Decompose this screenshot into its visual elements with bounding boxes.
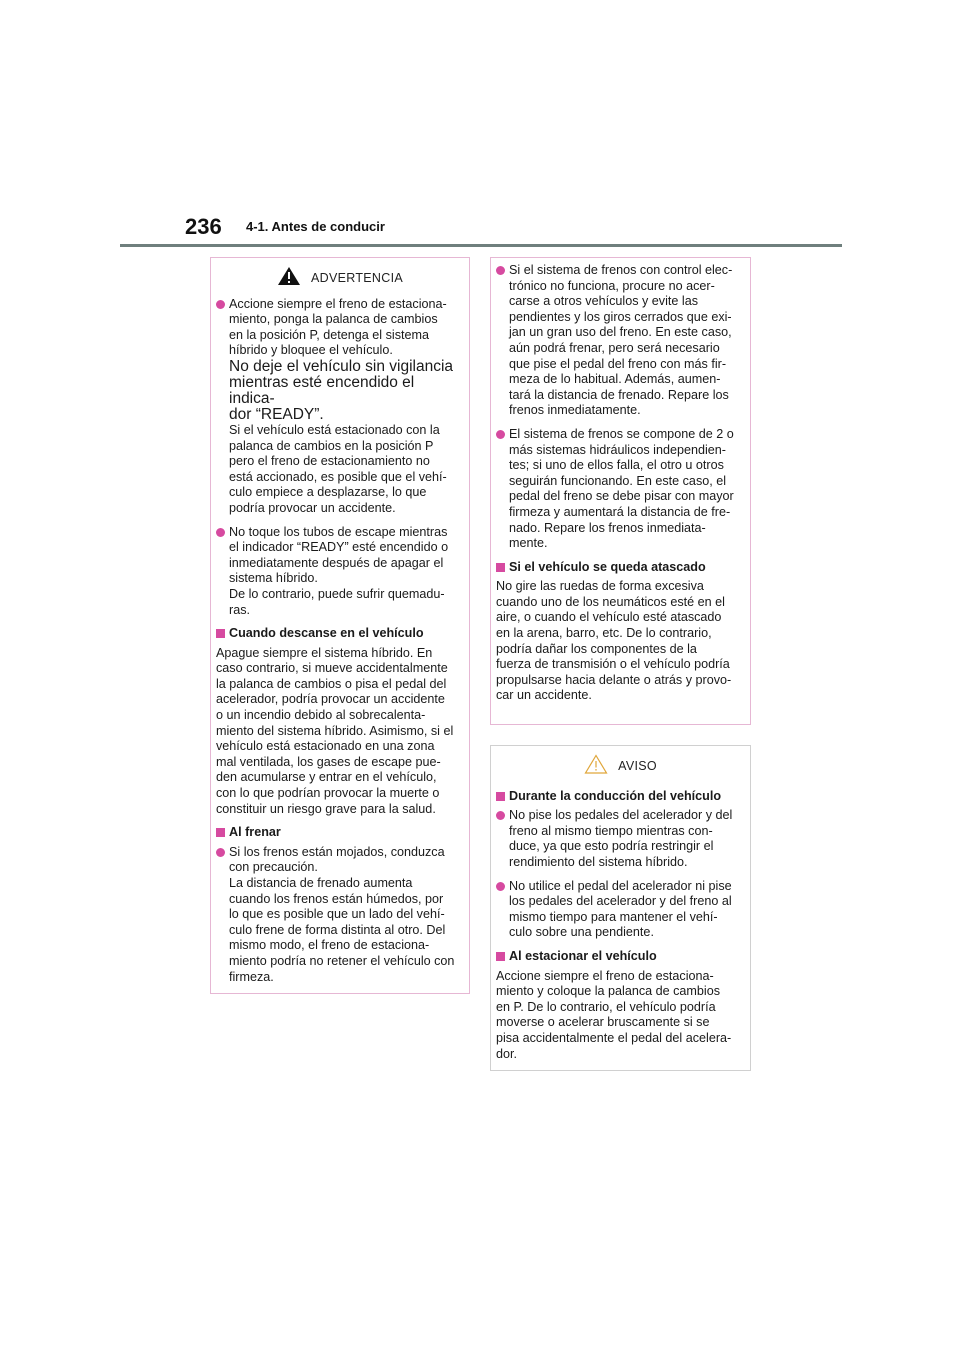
subheading-stuck: Si el vehículo se queda atascado [496, 560, 744, 576]
text-line: pero el freno de estacionamiento no [229, 454, 430, 469]
text-line: aire, o cuando el vehículo esté atascado [496, 610, 722, 625]
text-line: miento podría no retener el vehículo con [229, 953, 455, 968]
text-line: mismo modo, el freno de estaciona- [229, 938, 430, 953]
warning-bullet-parking [216, 297, 463, 517]
text-line: podría provocar un accidente. [229, 500, 396, 515]
text-line: firmeza y aumentará la distancia de fre- [509, 504, 731, 519]
text-line: mente. [509, 536, 548, 551]
subheading-parking: Al estacionar el vehículo [496, 949, 744, 965]
paragraph-rest [216, 646, 463, 818]
text-line: cuando uno de los neumáticos esté en el [496, 594, 725, 609]
text-line: propulsarse hacia delante o atrás y provo- [496, 672, 732, 687]
text-line: tará la distancia de frenado. Repare los [509, 387, 729, 402]
text-line: en P. De lo contrario, el vehículo podría [496, 999, 716, 1014]
text-line: acelerador, podría provocar un accidente [216, 692, 445, 707]
text-line: meza de lo habitual. Además, aumen- [509, 372, 721, 387]
text-line: en la posición P, detenga el sistema [229, 327, 429, 342]
text-line: aún podrá frenar, pero será necesario [509, 340, 720, 355]
text-line: miento y coloque la palanca de cambios [496, 984, 721, 999]
caution-bullet-slope [496, 879, 744, 941]
text-line: jan un gran uso del freno. En este caso, [509, 325, 732, 340]
warning-bullet-ecb [496, 263, 744, 419]
warning-bullet-exhaust [216, 525, 463, 619]
text-line: que pise el pedal del freno con más fir- [509, 356, 727, 371]
text-line: vehículo está estacionado en una zona [216, 739, 435, 754]
warning-bullet-wet-brakes [216, 845, 463, 985]
text-line: Apague siempre el sistema híbrido. En [216, 645, 433, 660]
text-line: Si el sistema de frenos con control elec- [509, 263, 733, 277]
text-line: firmeza. [229, 969, 274, 984]
text-line: duce, ya que esto podría restringir el [509, 839, 714, 854]
text-line: con precaución. [229, 860, 318, 875]
text-line: palanca de cambios en la posición P [229, 438, 434, 453]
text-line: podría dañar los componentes de la [496, 641, 697, 656]
text-line: seguirán funcionando. En este caso, el [509, 473, 727, 488]
warning-box [210, 257, 470, 994]
caution-box [490, 745, 751, 1071]
text-line: ras. [229, 602, 250, 617]
text-line: la palanca de cambios o pisa el pedal del [216, 676, 447, 691]
text-line: fuerza de transmisión o el vehículo podría [496, 657, 730, 672]
header-rule [120, 244, 842, 247]
text-line: car un accidente. [496, 688, 592, 703]
text-line: miento del sistema híbrido. Asimismo, si el [216, 723, 454, 738]
page-number: 236 [185, 214, 222, 239]
text-line: De lo contrario, puede sufrir quemadu- [229, 586, 445, 601]
text-line: El sistema de frenos se compone de 2 o [509, 426, 734, 441]
text-line: está accionado, es posible que el vehí- [229, 469, 447, 484]
text-line: pedal del freno se debe pisar con mayor [509, 489, 734, 504]
paragraph-parking [496, 969, 744, 1063]
caution-box-title: AVISO [618, 758, 657, 773]
text-line: constituir un riesgo grave para la salud. [216, 801, 436, 816]
text-line: inmediatamente después de apagar el [229, 555, 444, 570]
text-line: La distancia de frenado aumenta [229, 876, 413, 890]
caution-bullet-pedals [496, 808, 744, 870]
text-line: los pedales del acelerador y del freno al [509, 894, 732, 909]
text-line: nado. Repare los frenos inmediata- [509, 520, 706, 535]
section-title: 4-1. Antes de conducir [246, 219, 385, 234]
text-line: pendientes y los giros cerrados que exi- [509, 309, 732, 324]
text-line: carse a otros vehículos y evite las [509, 294, 698, 309]
text-line: híbrido y bloquee el vehículo. [229, 343, 393, 358]
text-line: rendimiento del sistema híbrido. [509, 854, 688, 869]
text-line: freno al mismo tiempo mientras con- [509, 823, 713, 838]
text-line: con lo que podrían provocar la muerte o [216, 786, 440, 801]
text-line: No pise los pedales del acelerador y del [509, 808, 733, 823]
text-line: sistema híbrido. [229, 571, 318, 586]
text-line: cuando los frenos están húmedos, por [229, 891, 444, 906]
warning-box-header [211, 258, 469, 297]
text-line: mismo tiempo para mantener el vehí- [509, 909, 718, 924]
text-line-large: mientras esté encendido el indica- [229, 373, 415, 407]
text-line: trónico no funciona, procure no acer- [509, 278, 715, 293]
text-line: tes; si uno de ellos falla, el otro u otros [509, 458, 724, 473]
warning-box-title: ADVERTENCIA [311, 270, 403, 285]
warning-triangle-icon [277, 266, 301, 291]
text-line-large: dor “READY”. [229, 405, 324, 423]
text-line: caso contrario, si mueve accidentalmente [216, 661, 448, 676]
text-line: No toque los tubos de escape mientras [229, 524, 448, 539]
text-line: más sistemas hidráulicos independien- [509, 442, 727, 457]
subheading-braking: Al frenar [216, 825, 463, 841]
text-line: o un incendio debido al sobrecalenta- [216, 708, 426, 723]
text-line: en la arena, barro, etc. De lo contrario, [496, 626, 712, 641]
subheading-rest: Cuando descanse en el vehículo [216, 626, 463, 642]
text-line: No utilice el pedal del acelerador ni pise [509, 878, 732, 893]
text-line: No gire las ruedas de forma excesiva [496, 579, 704, 594]
text-line: den acumularse y entrar en el vehículo, [216, 770, 437, 785]
caution-triangle-icon [584, 754, 608, 779]
paragraph-stuck [496, 579, 744, 704]
text-line: lo que es posible que un lado del vehí- [229, 907, 445, 922]
warning-box-continued [490, 257, 751, 725]
text-line: el indicador “READY” esté encendido o [229, 540, 449, 555]
text-line: Si el vehículo está estacionado con la [229, 422, 440, 437]
text-line: frenos inmediatamente. [509, 403, 641, 418]
text-line: culo sobre una pendiente. [509, 925, 654, 940]
text-line: culo empiece a desplazarse, lo que [229, 485, 427, 500]
text-line: moverse o acelerar bruscamente si se [496, 1015, 710, 1030]
text-line: Accione siempre el freno de estaciona- [229, 296, 447, 311]
subheading-driving: Durante la conducción del vehículo [496, 789, 744, 805]
text-line-large: No deje el vehículo sin vigilancia [229, 357, 454, 375]
text-line: mal ventilada, los gases de escape pue- [216, 754, 441, 769]
caution-box-header [491, 746, 750, 785]
text-line: culo frene de forma distinta al otro. Del [229, 922, 446, 937]
text-line: Accione siempre el freno de estaciona- [496, 968, 714, 983]
warning-bullet-hydraulic [496, 427, 744, 552]
text-line: miento, ponga la palanca de cambios [229, 312, 438, 327]
text-line: pisa accidentalmente el pedal del acelera- [496, 1030, 732, 1045]
text-line: dor. [496, 1046, 518, 1061]
text-line: Si los frenos están mojados, conduzca [229, 844, 445, 859]
